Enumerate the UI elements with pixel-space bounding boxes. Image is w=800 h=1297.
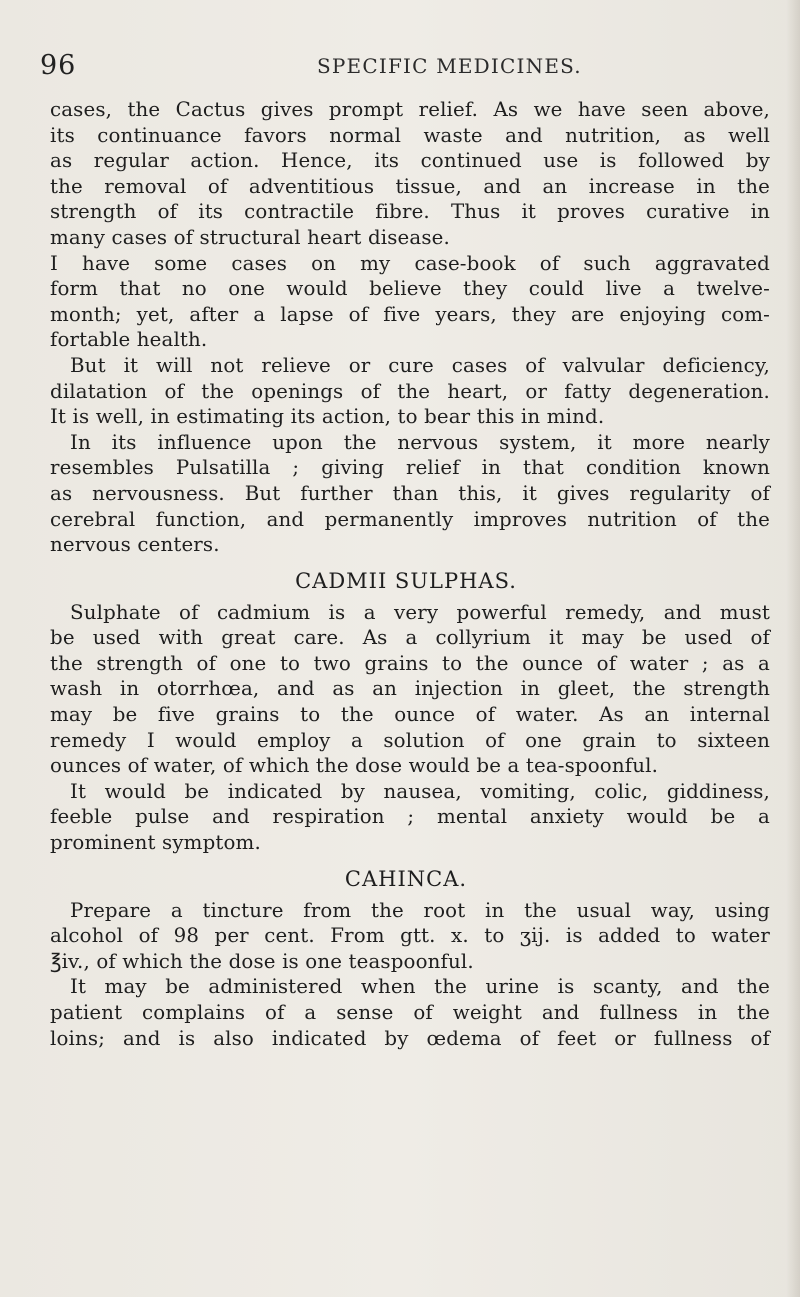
text-line: may be five grains to the ounce of water. As an internal (50, 703, 770, 727)
paragraph-cahinca-indications (50, 974, 770, 1051)
text-line: cases, the Cactus gives prompt relief. As we have seen above, (50, 98, 770, 121)
text-line: the strength of one to two grains to the ounce of water ; as a (50, 651, 770, 675)
text-line: remedy I would employ a solution of one grain to sixteen (50, 728, 770, 752)
text-line: resembles Pulsatilla ; giving relief in that condition known (50, 456, 770, 480)
text-line: Sulphate of cadmium is a very powerful remedy, and must (70, 600, 770, 624)
section-heading-cahinca: CAHINCA. (344, 866, 468, 891)
text-line: patient complains of a sense of weight and fullness in the (50, 1001, 770, 1024)
text-line: cerebral function, and permanently improves nutrition of the (50, 507, 770, 531)
text-line: It may be administered when the urine is scanty, and the (70, 975, 770, 999)
text-line: fortable health. (50, 328, 208, 352)
text-line: prominent symptom. (50, 831, 261, 855)
text-line: loins; and is also indicated by œdema of feet or fullness of (50, 1026, 770, 1050)
paragraph-cactus-continuance (50, 97, 770, 251)
text-line: nervous centers. (50, 533, 220, 557)
text-line: many cases of structural heart disease. (50, 225, 450, 249)
text-line: Prepare a tincture from the root in the usual way, using (70, 898, 770, 922)
page-edge-shadow (786, 0, 800, 1297)
running-title: SPECIFIC MEDICINES. (317, 54, 582, 78)
paragraph-valvular-deficiency (50, 353, 770, 430)
text-line: In its influence upon the nervous system, it more nearly (70, 430, 770, 454)
page-number: 96 (40, 50, 77, 81)
section-heading-cadmii-sulphas: CADMII SULPHAS. (295, 568, 517, 593)
text-line: feeble pulse and respiration ; mental anxiety would be a (50, 805, 770, 829)
paragraph-nervous-system (50, 430, 770, 558)
paragraph-cadmium-sulphate (50, 600, 770, 779)
text-line: the removal of adventitious tissue, and an increase in the (50, 174, 770, 198)
text-line: ℥iv., of which the dose is one teaspoonful. (50, 949, 474, 973)
running-head (40, 50, 760, 90)
text-line: be used with great care. As a collyrium it may be used of (50, 626, 770, 650)
body-text (50, 97, 770, 1051)
text-line: ounces of water, of which the dose would be a tea-spoonful. (50, 754, 659, 778)
text-line: strength of its contractile fibre. Thus it proves curative in (50, 200, 770, 224)
text-line: But it will not relieve or cure cases of valvular deficiency, (70, 353, 770, 377)
text-line: I have some cases on my case-book of such aggravated (50, 251, 770, 275)
text-line: wash in otorrhœa, and as an injection in gleet, the strength (50, 677, 770, 701)
text-line: month; yet, after a lapse of five years, they are enjoying com- (50, 302, 770, 326)
paragraph-case-book (50, 251, 770, 353)
text-line: dilatation of the openings of the heart, or fatty degeneration. (50, 379, 770, 403)
text-line: form that no one would believe they could live a twelve- (50, 277, 770, 301)
text-line: its continuance favors normal waste and nutrition, as well (50, 123, 770, 147)
paragraph-cahinca-tincture (50, 898, 770, 975)
text-line: as nervousness. But further than this, it gives regularity of (50, 481, 770, 505)
text-line: alcohol of 98 per cent. From gtt. x. to ʒij. is added to water (50, 924, 770, 948)
text-line: It would be indicated by nausea, vomiting, colic, giddiness, (70, 779, 770, 803)
text-line: It is well, in estimating its action, to bear this in mind. (50, 405, 605, 429)
paragraph-cadmium-indications (50, 779, 770, 856)
text-line: as regular action. Hence, its continued use is followed by (50, 149, 770, 173)
